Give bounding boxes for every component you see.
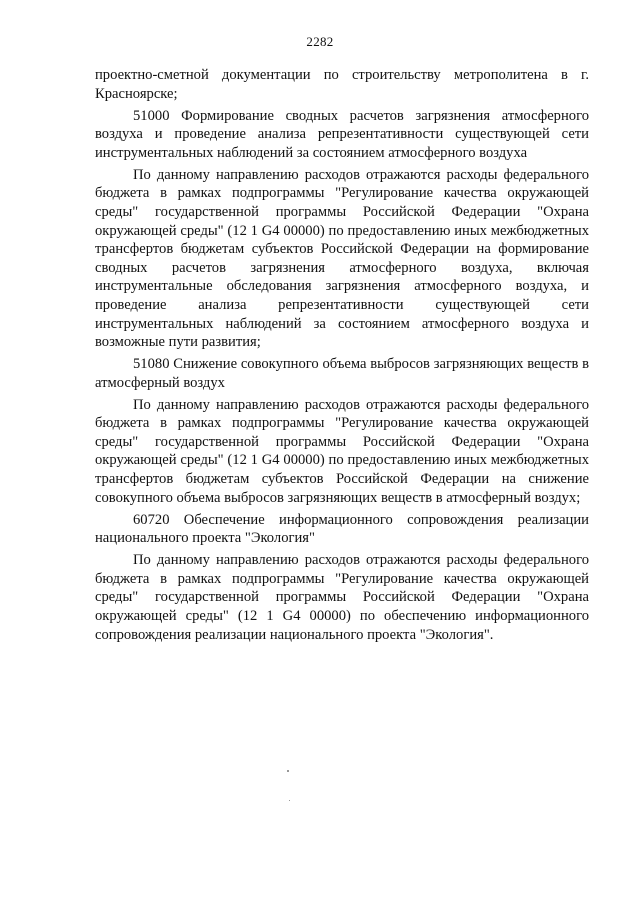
paragraph-desc-51000: По данному направлению расходов отражаются расходы федерального бюджета в рамках подпрограммы "Регулирование качества окружающей среды" государственной программы Российской Федерации "Охрана окружающей среды" (12 1 G4 00000) по предоставлению иных межбюджетных трансфертов бюджетам субъектов Российской Федерации на формирование сводных расчетов загрязнения атмосферного воздуха, включая инструментальные обследования загрязнения атмосферного воздуха, и проведение анализа репрезентативности существующей сети инструментальных наблюдений за состоянием атмосферного воздуха и возможные пути развития; [95, 166, 589, 351]
paragraph-code-51080: 51080 Снижение совокупного объема выбросов загрязняющих веществ в атмосферный воздух [95, 356, 589, 391]
paragraph-continuation: проектно-сметной документации по строительству метрополитена в г. Красноярске; [95, 67, 589, 102]
paragraph-desc-60720: По данному направлению расходов отражаются расходы федерального бюджета в рамках подпрограммы "Регулирование качества окружающей среды" государственной программы Российской Федерации "Охрана окружающей среды" (12 1 G4 00000) по обеспечению информационного сопровождения реализации национального проекта "Экология". [95, 552, 589, 643]
paragraph-code-51000: 51000 Формирование сводных расчетов загрязнения атмосферного воздуха и проведение анализа репрезентативности существующей сети инструментальных наблюдений за состоянием атмосферного воздуха [95, 107, 589, 161]
document-body [95, 66, 589, 648]
page-number: 2282 [306, 34, 334, 49]
paragraph-code-60720: 60720 Обеспечение информационного сопровождения реализации национального проекта "Экология" [95, 511, 589, 547]
paragraph-desc-51080: По данному направлению расходов отражаются расходы федерального бюджета в рамках подпрограммы "Регулирование качества окружающей среды" государственной программы Российской Федерации "Охрана окружающей среды" (12 1 G4 00000) по предоставлению иных межбюджетных трансфертов бюджетам субъектов Российской Федерации на снижение совокупного объема выбросов загрязняющих веществ в атмосферный воздух; [95, 396, 589, 506]
scan-speck [289, 800, 290, 801]
scan-speck [287, 770, 289, 772]
